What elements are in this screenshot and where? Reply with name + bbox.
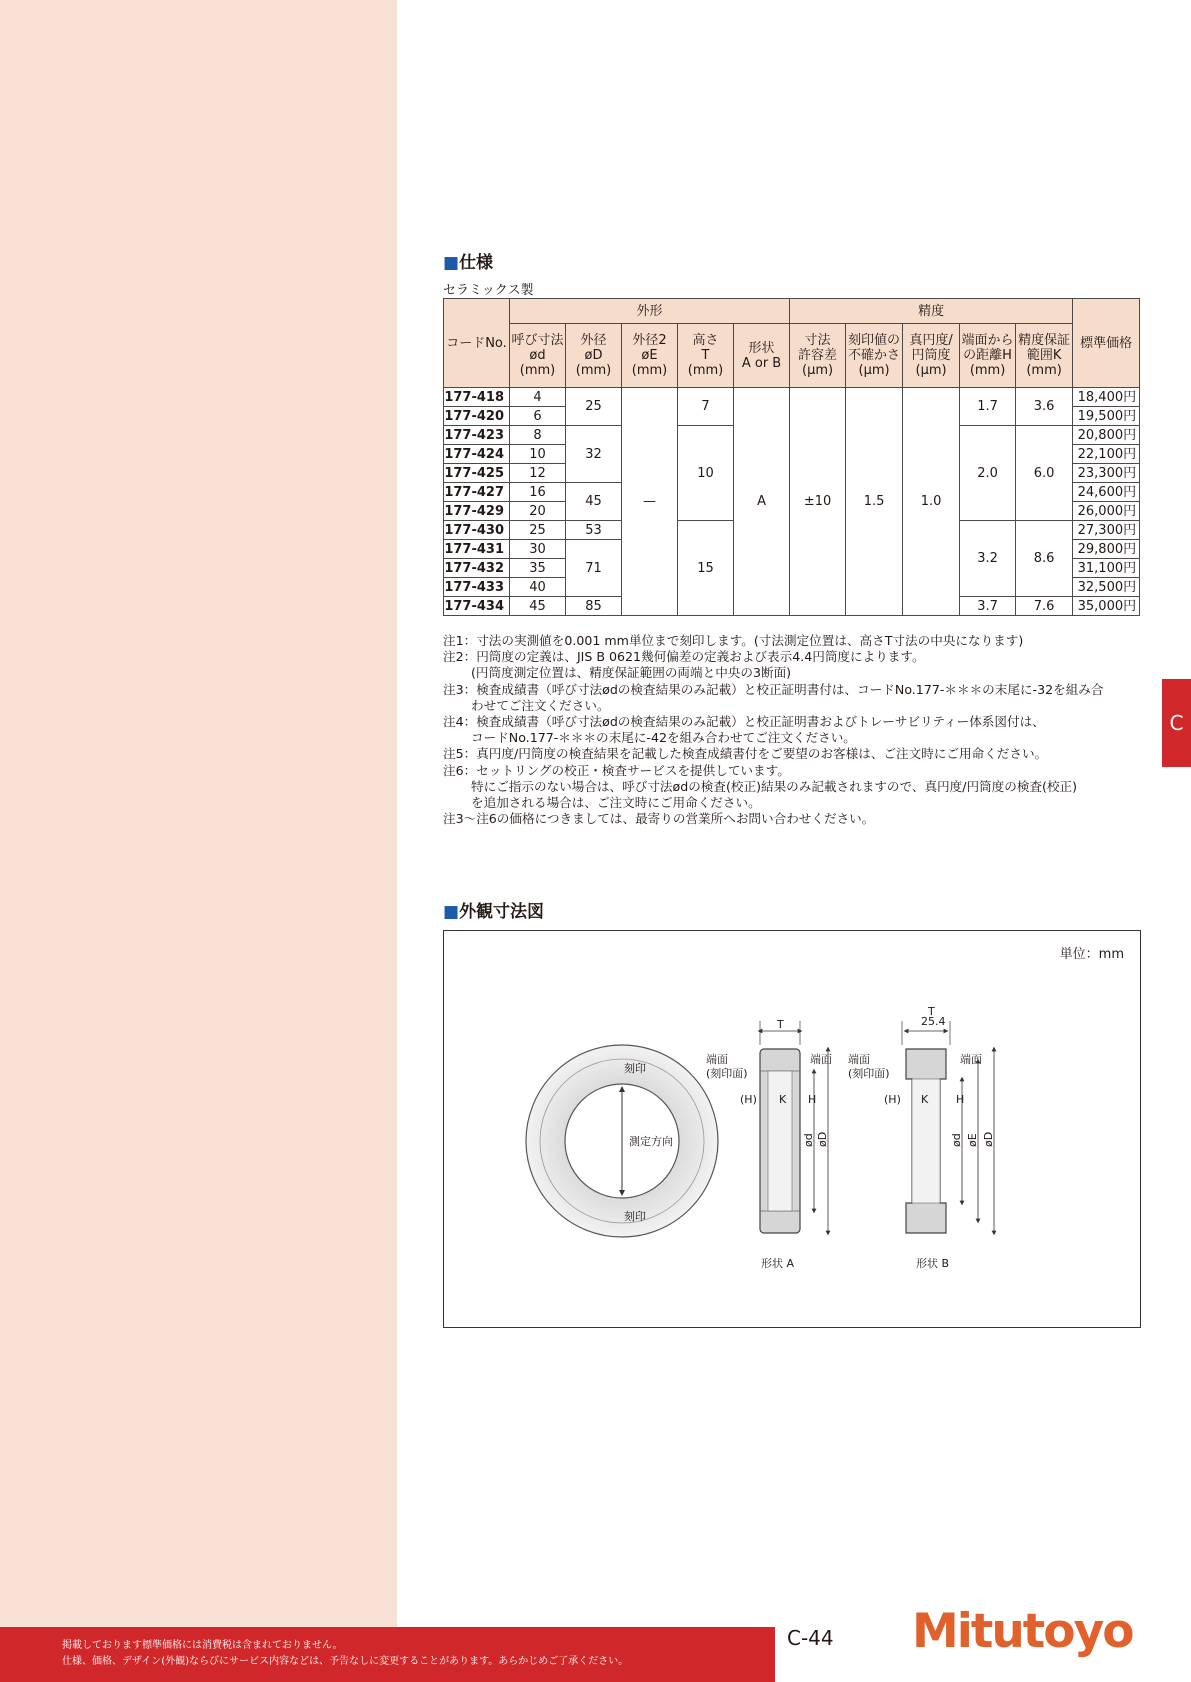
shape-b-od-label: øD [982, 1131, 995, 1147]
brand-logo: Mitutoyo [912, 1604, 1133, 1659]
row-nominal: 45 [510, 597, 566, 616]
row-code: 177-427 [444, 483, 510, 502]
header-shape: 形状 A or B [734, 324, 790, 388]
cell-height: 15 [678, 521, 734, 616]
header-roundness: 真円度/ 円筒度 (µm) [903, 324, 960, 388]
row-price: 19,500円 [1073, 407, 1140, 426]
shape-a-face-engraved: (刻印面) [706, 1067, 748, 1080]
shape-b-label: 形状 B [916, 1257, 950, 1270]
row-nominal: 40 [510, 578, 566, 597]
cell-outer-diameter: 53 [566, 521, 622, 540]
note-line: 注1：寸法の実測値を0.001 mm単位まで刻印します。(寸法測定位置は、高さT寸法の中央になります) [443, 633, 1024, 648]
spec-section-title: ■仕様 [443, 253, 494, 273]
shape-b-d-label: ød [950, 1133, 963, 1147]
title-square-icon: ■ [443, 253, 460, 273]
footer-bar [0, 1627, 775, 1682]
header-outer-diameter: 外径 øD (mm) [566, 324, 622, 388]
shape-b-k-label: K [921, 1093, 929, 1106]
note-line: 特にご指示のない場合は、呼び寸法ødの検査(校正)結果のみ記載されますので、真円度/円筒度の検査(校正) [471, 778, 1078, 794]
row-nominal: 35 [510, 559, 566, 578]
shape-b-face-right: 端面 [960, 1053, 982, 1066]
shape-b-face-left: 端面 [848, 1053, 870, 1066]
shape-a-d-label: ød [802, 1133, 815, 1147]
header-uncertainty: 刻印値の 不確かさ (µm) [846, 324, 903, 388]
header-height: 高さ T (mm) [678, 324, 734, 388]
cell-distance-h: 3.2 [960, 521, 1016, 597]
shape-a-od-label: øD [816, 1131, 829, 1147]
row-code: 177-425 [444, 464, 510, 483]
row-price: 23,300円 [1073, 464, 1140, 483]
cell-roundness: 1.0 [903, 388, 960, 616]
header-distance-h: 端面から の距離H (mm) [960, 324, 1016, 388]
header-nominal: 呼び寸法 ød (mm) [510, 324, 566, 388]
header-outer-diameter-2: 外径2 øE (mm) [622, 324, 678, 388]
row-code: 177-420 [444, 407, 510, 426]
header-group-outer: 外形 [510, 299, 790, 324]
row-price: 35,000円 [1073, 597, 1140, 616]
shape-b-h-paren: (H) [884, 1093, 901, 1106]
unit-label: 単位：mm [1059, 947, 1124, 962]
row-code: 177-431 [444, 540, 510, 559]
row-nominal: 25 [510, 521, 566, 540]
header-code: コードNo. [444, 299, 510, 388]
row-nominal: 6 [510, 407, 566, 426]
row-price: 20,800円 [1073, 426, 1140, 445]
row-code: 177-432 [444, 559, 510, 578]
header-group-accuracy: 精度 [790, 299, 1073, 324]
cell-tolerance: ±10 [790, 388, 846, 616]
note-line: 注3～注6の価格につきましては、最寄りの営業所へお問い合わせください。 [443, 811, 875, 827]
row-nominal: 12 [510, 464, 566, 483]
row-nominal: 4 [510, 388, 566, 407]
row-code: 177-433 [444, 578, 510, 597]
row-nominal: 30 [510, 540, 566, 559]
note-line: 注6：セットリングの校正・検査サービスを提供しています。 [443, 762, 790, 778]
cell-range-k: 8.6 [1016, 521, 1073, 597]
note-line: 注4：検査成績書（呼び寸法ødの検査結果のみ記載）と校正証明書およびトレーサビリティー体系図付は、 [443, 714, 1045, 730]
shape-a-face-right: 端面 [810, 1053, 832, 1066]
cell-height: 7 [678, 388, 734, 426]
cell-outer-diameter: 71 [566, 540, 622, 597]
row-nominal: 10 [510, 445, 566, 464]
header-tolerance: 寸法 許容差 (µm) [790, 324, 846, 388]
shape-a-h-label: H [808, 1093, 817, 1106]
shape-a-label: 形状 A [761, 1257, 795, 1270]
cell-outer-diameter: 45 [566, 483, 622, 521]
cell-shape: A [734, 388, 790, 616]
title-square-icon: ■ [443, 902, 460, 922]
note-line: 注3：検査成績書（呼び寸法ødの検査結果のみ記載）と校正証明書付は、コードNo.177-＊＊＊の末尾に-32を組み合 [443, 681, 1104, 697]
cell-distance-h: 1.7 [960, 388, 1016, 426]
shape-b-e-label: øE [966, 1133, 979, 1147]
header-range-k: 精度保証 範囲K (mm) [1016, 324, 1073, 388]
shape-a-face-left: 端面 [706, 1053, 728, 1066]
note-line: わせてご注文ください。 [471, 697, 610, 713]
row-nominal: 16 [510, 483, 566, 502]
footer-line-2: 仕様、価格、デザイン(外観)ならびにサービス内容などは、予告なしに変更することがあります。あらかじめご了承ください。 [62, 1656, 629, 1667]
header-price: 標準価格 [1073, 299, 1140, 388]
row-price: 32,500円 [1073, 578, 1140, 597]
material-label: セラミックス製 [443, 283, 534, 298]
cell-range-k: 6.0 [1016, 426, 1073, 521]
cell-outer-diameter-2: — [622, 388, 678, 616]
row-price: 24,600円 [1073, 483, 1140, 502]
engrave-label-top: 刻印 [624, 1062, 646, 1075]
cell-distance-h: 3.7 [960, 597, 1016, 616]
page-number: C-44 [787, 1626, 834, 1650]
row-price: 22,100円 [1073, 445, 1140, 464]
dimension-diagram [443, 930, 1141, 1328]
shape-b-face-engraved: (刻印面) [848, 1067, 890, 1080]
row-code: 177-423 [444, 426, 510, 445]
row-code: 177-424 [444, 445, 510, 464]
engrave-label-bottom: 刻印 [624, 1210, 646, 1223]
row-price: 31,100円 [1073, 559, 1140, 578]
cell-height: 10 [678, 426, 734, 521]
spec-table [443, 298, 1140, 616]
shape-a-t-label: T [777, 1018, 784, 1031]
row-price: 27,300円 [1073, 521, 1140, 540]
note-line: 注5：真円度/円筒度の検査結果を記載した検査成績書付をご要望のお客様は、ご注文時にご用命ください。 [443, 746, 1048, 762]
cell-range-k: 7.6 [1016, 597, 1073, 616]
cell-outer-diameter: 25 [566, 388, 622, 426]
ring-front-view [526, 1045, 718, 1237]
shape-b-dim-label: 25.4 [921, 1015, 946, 1028]
footer-line-1: 掲載しております標準価格には消費税は含まれておりません。 [62, 1640, 343, 1651]
measure-direction-label: 測定方向 [629, 1135, 673, 1148]
row-price: 29,800円 [1073, 540, 1140, 559]
shape-b-h-label: H [956, 1093, 965, 1106]
shape-a-h-paren: (H) [740, 1093, 757, 1106]
row-price: 18,400円 [1073, 388, 1140, 407]
row-price: 26,000円 [1073, 502, 1140, 521]
cell-distance-h: 2.0 [960, 426, 1016, 521]
diagram-drawing [444, 931, 1140, 1327]
row-code: 177-418 [444, 388, 510, 407]
row-nominal: 8 [510, 426, 566, 445]
left-margin-band [0, 0, 397, 1627]
note-line: を追加される場合は、ご注文時にご用命ください。 [471, 795, 761, 811]
notes [443, 633, 1163, 827]
note-line: (円筒度測定位置は、精度保証範囲の両端と中央の3断面) [471, 665, 792, 681]
shape-a-section [706, 1018, 832, 1270]
dims-section-title: ■外観寸法図 [443, 902, 545, 922]
shape-b-section [848, 1005, 995, 1270]
row-code: 177-434 [444, 597, 510, 616]
note-line: 注2：円筒度の定義は、JIS B 0621幾何偏差の定義および表示4.4円筒度によります。 [443, 649, 925, 665]
section-tab-c[interactable]: C [1162, 679, 1191, 767]
cell-uncertainty: 1.5 [846, 388, 903, 616]
row-code: 177-429 [444, 502, 510, 521]
note-line: コードNo.177-＊＊＊の末尾に-42を組み合わせてご注文ください。 [471, 730, 856, 746]
row-nominal: 20 [510, 502, 566, 521]
cell-range-k: 3.6 [1016, 388, 1073, 426]
shape-b-t-label: T [928, 1005, 935, 1018]
shape-a-k-label: K [779, 1093, 787, 1106]
cell-outer-diameter: 85 [566, 597, 622, 616]
cell-outer-diameter: 32 [566, 426, 622, 483]
row-code: 177-430 [444, 521, 510, 540]
